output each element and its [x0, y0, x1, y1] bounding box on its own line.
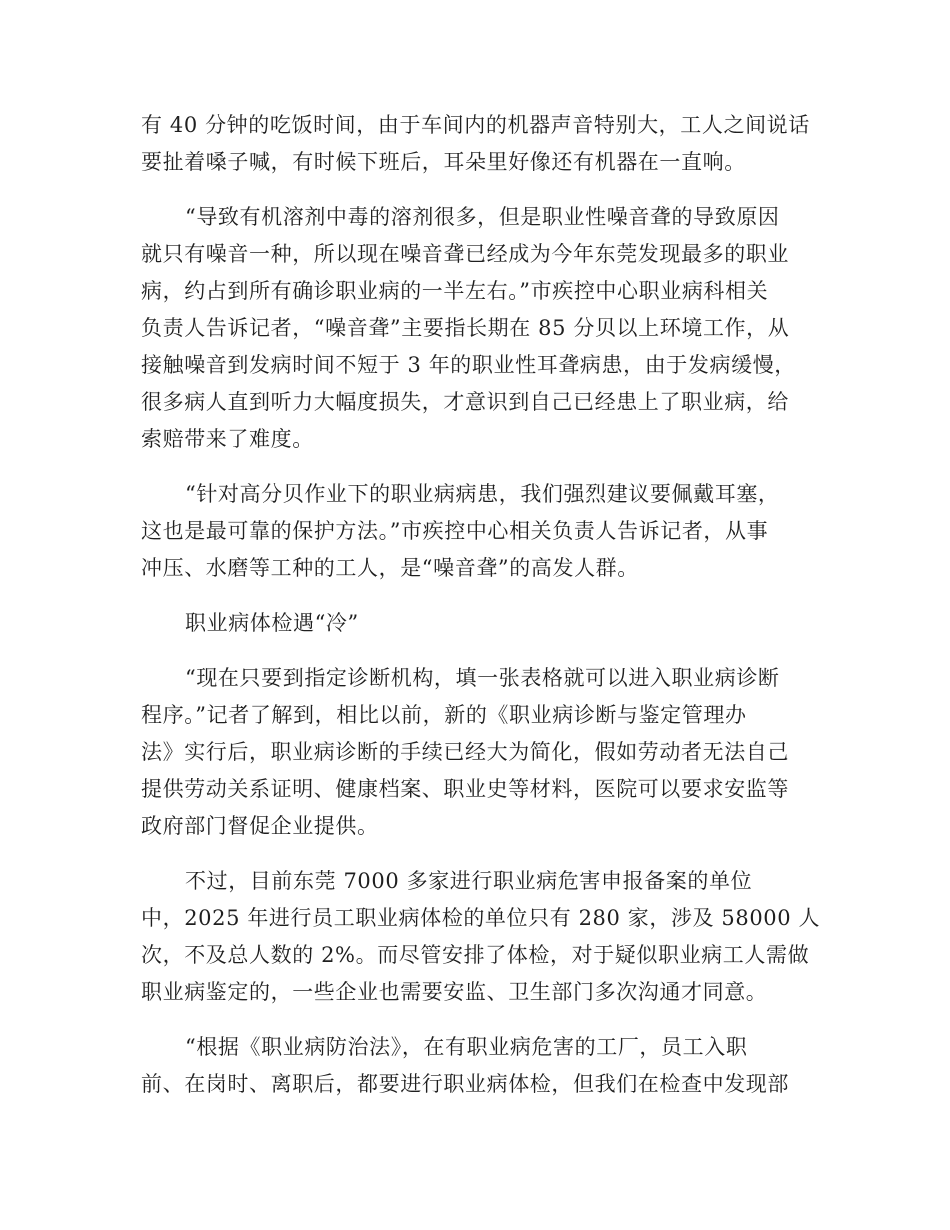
text-line: “根据《职业病防治法》，在有职业病危害的工厂，员工入职 [185, 1035, 748, 1059]
text-line: 这也是最可靠的保护方法。”市疾控中心相关负责人告诉记者，从事 [141, 519, 769, 543]
text-line: 政府部门督促企业提供。 [141, 814, 379, 838]
text-line: 接触噪音到发病时间不短于 3 年的职业性耳聋病患，由于发病缓慢， [141, 353, 796, 377]
text-line: “现在只要到指定诊断机构，填一张表格就可以进入职业病诊断 [185, 666, 780, 690]
text-line: 次，不及总人数的 2%。而尽管安排了体检，对于疑似职业病工人需做 [141, 943, 810, 967]
text-line: 很多病人直到听力大幅度损失，才意识到自己已经患上了职业病，给 [141, 390, 789, 414]
text-line: “导致有机溶剂中毒的溶剂很多，但是职业性噪音聋的导致原因 [185, 205, 780, 229]
text-line: “针对高分贝作业下的职业病病患，我们强烈建议要佩戴耳塞， [185, 482, 780, 506]
section-heading: 职业病体检遇“冷” [185, 611, 359, 635]
text-line: 索赔带来了难度。 [141, 427, 314, 451]
text-line: 有 40 分钟的吃饭时间，由于车间内的机器声音特别大，工人之间说话 [141, 113, 810, 137]
text-line: 冲压、水磨等工种的工人，是“噪音聋”的高发人群。 [141, 556, 639, 580]
text-line: 要扯着嗓子喊，有时候下班后，耳朵里好像还有机器在一直响。 [141, 150, 746, 174]
text-line: 病，约占到所有确诊职业病的一半左右。”市疾控中心职业病科相关 [141, 279, 769, 303]
text-line: 法》实行后，职业病诊断的手续已经大为简化，假如劳动者无法自己 [141, 740, 789, 764]
text-line: 不过，目前东莞 7000 多家进行职业病危害申报备案的单位 [185, 869, 753, 893]
text-line: 负责人告诉记者，“噪音聋”主要指长期在 85 分贝以上环境工作，从 [141, 316, 790, 340]
text-line: 前、在岗时、离职后，都要进行职业病体检，但我们在检查中发现部 [141, 1072, 789, 1096]
text-line: 程序。”记者了解到，相比以前，新的《职业病诊断与鉴定管理办 [141, 703, 747, 727]
text-line: 中，2025 年进行员工职业病体检的单位只有 280 家，涉及 58000 人 [141, 906, 821, 930]
text-line: 提供劳动关系证明、健康档案、职业史等材料，医院可以要求安监等 [141, 777, 789, 801]
text-line: 职业病鉴定的，一些企业也需要安监、卫生部门多次沟通才同意。 [141, 980, 768, 1004]
text-line: 就只有噪音一种，所以现在噪音聋已经成为今年东莞发现最多的职业 [141, 242, 789, 266]
